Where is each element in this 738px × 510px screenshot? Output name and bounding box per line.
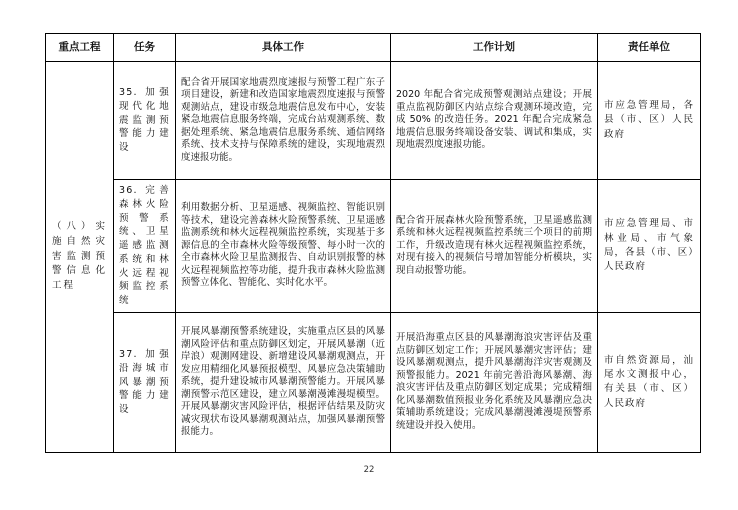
responsible-unit-cell: 市应急管理局，各县（市、区）人民政府 [598,62,701,180]
table-row [46,312,701,452]
work-plan-table [45,33,701,453]
task-cell: 35. 加强现代化地震监测预警能力建设 [114,62,176,180]
project-group-cell: （八）实施自然灾害监测预警信息化工程 [46,62,114,453]
task-cell: 36. 完善森林火险预警系统、卫星遥感监测系统和林火远程视频监控系统 [114,180,176,313]
header-task: 任务 [114,34,176,62]
specific-work-cell: 开展风暴潮预警系统建设，实施重点区县的风暴潮风险评估和重点防御区划定，开展风暴潮（近岸浪）观测网建设、新增建设风暴潮观测点，开发应用精细化风暴预报模型、风暴应急决策辅助系统，提升建设城市风暴潮预警能力。开展风暴潮预警示范区建设，建立风暴潮漫滩漫堤模型。开展风暴潮灾害风险评估，根据评估结果及防灾减灾现状布设风暴潮观测站点，加强风暴潮预警报能力。 [176,312,391,452]
specific-work-cell: 配合省开展国家地震烈度速报与预警工程广东子项目建设，新建和改造国家地震烈度速报与预警观测站点，建设市级急地震信息发布中心，安装紧急地震信息服务终端，完成台站观测系统、数据处理系统、紧急地震信息服务系统、通信网络系统、技术支持与保障系统的建设，实现地震烈度速报功能。 [176,62,391,180]
header-specific-work: 具体工作 [176,34,391,62]
page-number: 22 [363,465,375,475]
task-cell: 37. 加强沿海城市风暴潮预警能力建设 [114,312,176,452]
work-plan-cell: 开展沿海重点区县的风暴潮海浪灾害评估及重点防御区划定工作；开展风暴潮灾害评估；建设风暴潮观测点，提升风暴潮海洋灾害观测及预警报能力。2021 年前完善沿海风暴潮、海浪灾害评估及重点防御区划定成果；完成精细化风暴潮数值预报业务化系统及风暴潮应急决策辅助系统建设；完成风暴潮漫滩漫堤预警系统建设并投入使用。 [391,312,598,452]
specific-work-cell: 利用数据分析、卫星遥感、视频监控、智能识别等技术，建设完善森林火险预警系统、卫星遥感监测系统和林火远程视频监控系统，实现基于多源信息的全市森林火险等级预警、每小时一次的全市森林火险卫星监测报告、自动识别报警的林火远程视频监控等功能，提升我市森林火险监测预警立体化、智能化、实时化水平。 [176,180,391,313]
table-row [46,62,701,180]
work-plan-cell: 配合省开展森林火险预警系统，卫星遥感监测系统和林火远程视频监控系统三个项目的前期工作，升级改造现有林火远程视频监控系统，对现有接入的视频信号增加智能分析模块，实现自动报警功能。 [391,180,598,313]
table-row [46,180,701,313]
header-responsible-unit: 责任单位 [598,34,701,62]
table-header-row [46,34,701,62]
work-plan-cell: 2020 年配合省完成预警观测站点建设；开展重点监视防御区内站点综合观测环境改造，完成 50% 的改造任务。2021 年配合完成紧急地震信息服务终端设备安装、调试和集成，实现地震烈度速报功能。 [391,62,598,180]
header-key-project: 重点工程 [46,34,114,62]
header-work-plan: 工作计划 [391,34,598,62]
responsible-unit-cell: 市自然资源局，汕尾水文测报中心，有关县（市、区）人民政府 [598,312,701,452]
responsible-unit-cell: 市应急管理局、市林业局、市气象局，各县（市、区）人民政府 [598,180,701,313]
